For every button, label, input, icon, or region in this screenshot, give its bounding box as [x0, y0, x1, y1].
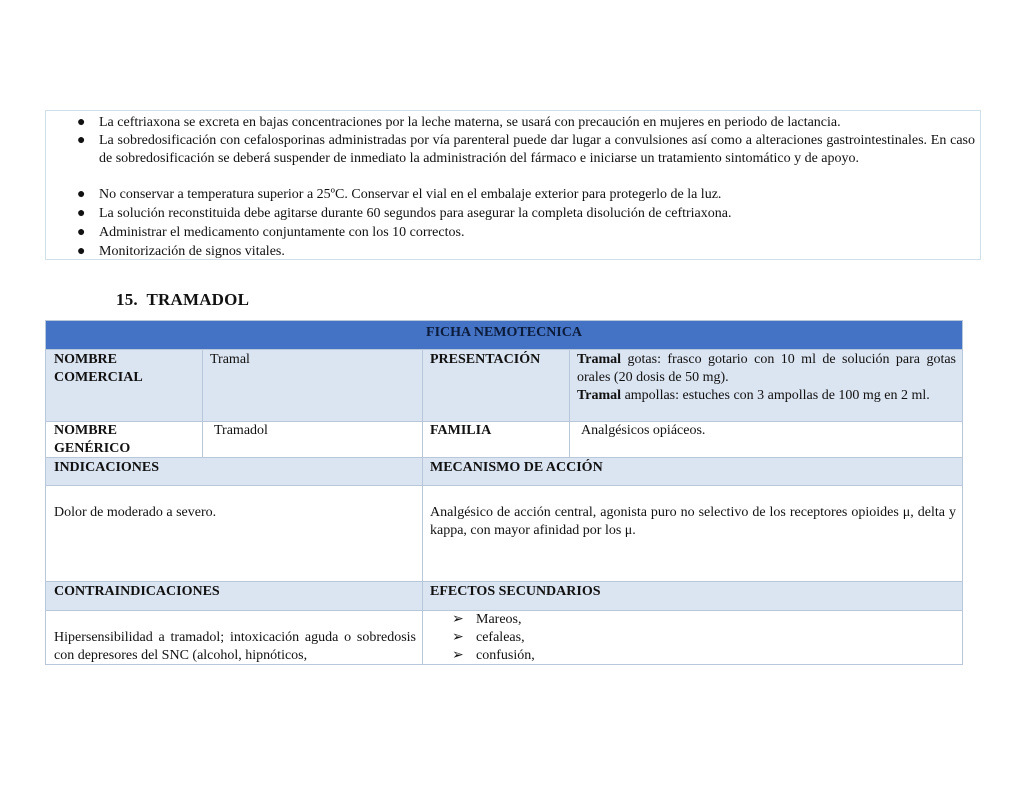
mecanismo-label: MECANISMO DE ACCIÓN	[422, 457, 962, 485]
nombre-comercial-label: NOMBRE COMERCIAL	[46, 349, 202, 421]
previous-section-bullet-box	[45, 110, 981, 260]
presentacion-label: PRESENTACIÓN	[422, 349, 569, 421]
list-item: ● La sobredosificación con cefalosporinas administradas por vía parenteral puede dar lugar a convulsiones así como a alteraciones gastrointestinales. En caso de sobredosificación se deberá suspender de inmediato la administración del fármaco e iniciarse un tratamiento sintomático y de apoyo.	[77, 133, 975, 166]
list-item: ➢ confusión,	[452, 648, 535, 663]
bullet-icon: ●	[77, 225, 86, 240]
list-item: ➢ cefaleas,	[452, 630, 525, 645]
table-rule	[46, 485, 962, 486]
table-rule	[46, 349, 962, 350]
bullet-icon: ●	[77, 244, 86, 259]
table-rule	[46, 610, 962, 611]
table-rule	[46, 581, 962, 582]
table-header: FICHA NEMOTECNICA	[46, 321, 962, 349]
efectos-label: EFECTOS SECUNDARIOS	[422, 581, 962, 610]
table-rule	[46, 421, 962, 422]
ficha-nemotecnica-table	[45, 320, 963, 665]
familia-value: Analgésicos opiáceos.	[569, 421, 962, 457]
arrow-bullet-icon: ➢	[452, 612, 464, 627]
nombre-comercial-value: Tramal	[202, 349, 422, 421]
nombre-generico-label: NOMBRE GENÉRICO	[46, 421, 202, 457]
list-item: ● No conservar a temperatura superior a 25ºC. Conservar el vial en el embalaje exterior para protegerlo de la luz.	[77, 187, 722, 202]
table-rule	[202, 349, 203, 457]
familia-label: FAMILIA	[422, 421, 569, 457]
list-item: ● Monitorización de signos vitales.	[77, 244, 285, 259]
list-item: ● La solución reconstituida debe agitarse durante 60 segundos para asegurar la completa disolución de ceftriaxona.	[77, 206, 732, 221]
contraindicaciones-label: CONTRAINDICACIONES	[46, 581, 422, 610]
efectos-value	[422, 610, 962, 665]
presentacion-value: Tramal gotas: frasco gotario con 10 ml de solución para gotas orales (20 dosis de 50 mg). Tramal ampollas: estuches con 3 ampollas de 100 mg en 2 ml.	[569, 349, 962, 421]
list-item: ● Administrar el medicamento conjuntamente con los 10 correctos.	[77, 225, 465, 240]
table-rule	[569, 349, 570, 457]
section-heading	[116, 290, 249, 310]
table-rule	[422, 349, 423, 665]
nombre-generico-value: Tramadol	[202, 421, 422, 457]
bullet-icon: ●	[77, 206, 86, 221]
indicaciones-label: INDICACIONES	[46, 457, 422, 485]
bullet-icon: ●	[77, 187, 86, 202]
list-item: ● La ceftriaxona se excreta en bajas concentraciones por la leche materna, se usará con precaución en mujeres en periodo de lactancia.	[77, 115, 841, 130]
table-rule	[46, 457, 962, 458]
arrow-bullet-icon: ➢	[452, 648, 464, 663]
arrow-bullet-icon: ➢	[452, 630, 464, 645]
mecanismo-value: Analgésico de acción central, agonista puro no selectivo de los receptores opioides μ, delta y kappa, con mayor afinidad por los μ.	[422, 485, 962, 581]
list-item: ➢ Mareos,	[452, 612, 522, 627]
contraindicaciones-value: Hipersensibilidad a tramadol; intoxicación aguda o sobredosis con depresores del SNC (alcohol, hipnóticos,	[46, 610, 422, 665]
section-title: TRAMADOL	[146, 290, 250, 309]
efectos-list	[452, 611, 954, 665]
section-number: 15.	[116, 290, 138, 309]
bullet-icon: ●	[77, 115, 86, 130]
indicaciones-value: Dolor de moderado a severo.	[46, 485, 422, 581]
bullet-icon: ●	[77, 133, 86, 148]
